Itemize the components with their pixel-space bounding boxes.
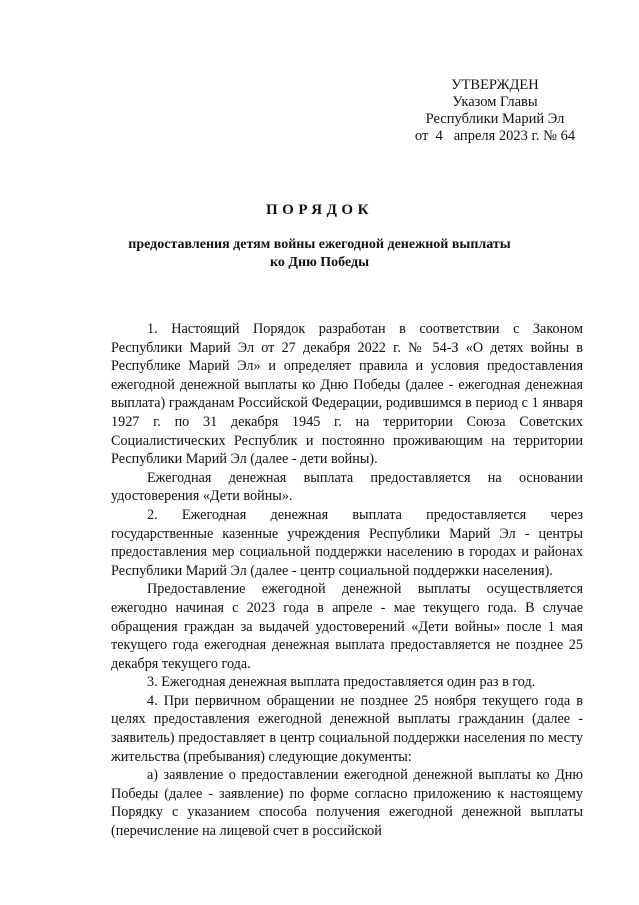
- approval-stamp: [395, 77, 595, 145]
- document-body: [111, 320, 583, 841]
- approval-region: Республики Марий Эл: [425, 111, 565, 127]
- approval-date-line: [395, 128, 595, 145]
- approval-status: УТВЕРЖДЕН: [451, 77, 539, 93]
- paragraph-1-basis: Ежегодная денежная выплата предоставляется на основании удостоверения «Дети войны».: [111, 469, 583, 505]
- document-subtitle: [0, 236, 639, 272]
- subtitle-line-2: ко Дню Победы: [269, 255, 370, 270]
- document-title: ПОРЯДОК: [266, 202, 373, 218]
- approval-date: от 4 апреля 2023 г. №: [414, 128, 561, 144]
- paragraph-2: 2. Ежегодная денежная выплата предоставляется через государственные казенные учреждения Республики Марий Эл - центры предоставления мер социальной поддержки населению в городах и районах Республики Марий Эл (далее - центр социальной поддержки населения).: [111, 506, 583, 579]
- paragraph-2-terms: Предоставление ежегодной денежной выплаты осуществляется ежегодно начиная с 2023 года в апреле - мае текущего года. В случае обращения граждан за выдачей удостоверений «Дети войны» после 1 мая текущего года ежегодная денежная выплата предоставляется не позднее 25 декабря текущего года.: [111, 581, 583, 672]
- paragraph-4: 4. При первичном обращении не позднее 25 ноября текущего года в целях предоставления ежегодной денежной выплаты гражданин (далее - заявитель) предоставляет в центр социальной поддержки населения по месту жительства (пребывания) следующие документы:: [111, 692, 583, 765]
- paragraph-1: 1. Настоящий Порядок разработан в соответствии с Законом Республики Марий Эл от 27 декабря 2022 г. № 54-З «О детях войны в Республике Марий Эл» и определяет правила и условия предоставления ежегодной денежной выплаты ко Дню Победы (далее - ежегодная денежная выплата) гражданам Российской Федерации, родившимся в период с 1 января 1927 г. по 31 декабря 1945 г. на территории Союза Советских Социалистических Республик и постоянно проживающим на территории Республики Марий Эл (далее - дети войны).: [111, 321, 583, 468]
- approval-authority: Указом Главы: [452, 94, 538, 110]
- approval-number: 64: [560, 128, 576, 144]
- paragraph-3: 3. Ежегодная денежная выплата предоставляется один раз в год.: [147, 674, 536, 691]
- paragraph-4a: а) заявление о предоставлении ежегодной денежной выплаты ко Дню Победы (далее - заявление) по форме согласно приложению к настоящему Порядку с указанием способа получения ежегодной денежной выплаты (перечисление на лицевой счет в российской: [111, 767, 583, 840]
- subtitle-line-1: предоставления детям войны ежегодной денежной выплаты: [128, 237, 511, 252]
